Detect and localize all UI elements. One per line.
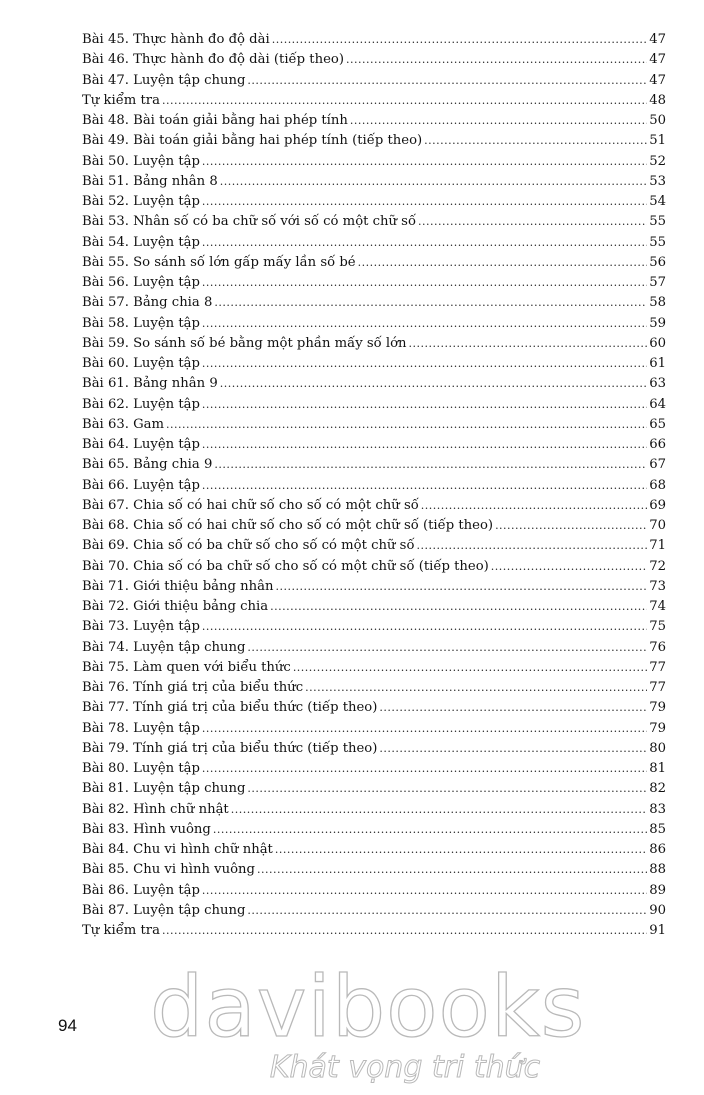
dot-leader <box>257 860 647 880</box>
dot-leader <box>166 415 647 435</box>
toc-entry-title: Bài 51. Bảng nhân 8 <box>82 173 218 189</box>
toc-entry-page: 65 <box>649 416 666 432</box>
toc-entry <box>82 800 666 820</box>
toc-entry <box>82 374 666 394</box>
toc-entry-page: 51 <box>649 133 666 149</box>
toc-entry-title: Bài 48. Bài toán giải bằng hai phép tính <box>82 113 348 128</box>
dot-leader <box>350 111 647 131</box>
dot-leader <box>231 800 647 820</box>
dot-leader <box>247 71 647 91</box>
toc-entry-title: Bài 79. Tính giá trị của biểu thức (tiếp theo) <box>82 740 378 756</box>
toc-entry-page: 56 <box>649 254 666 270</box>
toc-entry <box>82 577 666 597</box>
dot-leader <box>202 759 647 779</box>
toc-entry-page: 55 <box>649 214 666 230</box>
dot-leader <box>247 901 647 921</box>
table-of-contents <box>82 30 666 941</box>
toc-entry-title: Bài 61. Bảng nhân 9 <box>82 376 218 392</box>
toc-entry-page: 83 <box>649 801 666 817</box>
toc-entry-title: Bài 73. Luyện tập <box>82 619 200 635</box>
dot-leader <box>202 354 647 374</box>
toc-entry-title: Bài 63. Gam <box>82 416 165 432</box>
dot-leader <box>220 172 647 192</box>
toc-entry <box>82 152 666 172</box>
toc-entry <box>82 131 666 151</box>
toc-entry-page: 66 <box>649 437 666 452</box>
toc-entry-page: 52 <box>649 153 666 169</box>
dot-leader <box>162 91 647 111</box>
dot-leader <box>346 50 647 70</box>
toc-entry-title: Tự kiểm tra <box>82 92 160 108</box>
toc-entry-page: 48 <box>649 92 666 108</box>
toc-entry-page: 58 <box>649 295 666 311</box>
dot-leader <box>305 678 647 698</box>
toc-entry <box>82 172 666 192</box>
toc-entry-title: Bài 59. So sánh số bé bằng một phần mấy số lớn <box>82 335 407 351</box>
dot-leader <box>247 638 647 658</box>
toc-entry-page: 50 <box>649 113 666 128</box>
dot-leader <box>202 233 647 253</box>
toc-entry <box>82 395 666 415</box>
dot-leader <box>272 30 648 50</box>
toc-entry <box>82 881 666 901</box>
toc-entry-page: 79 <box>649 720 666 736</box>
toc-entry-title: Bài 81. Luyện tập chung <box>82 781 246 797</box>
toc-entry <box>82 658 666 678</box>
toc-entry-title: Bài 67. Chia số có hai chữ số cho số có một chữ số <box>82 497 419 513</box>
toc-entry-page: 47 <box>649 52 666 68</box>
toc-entry-title: Bài 53. Nhân số có ba chữ số với số có một chữ số <box>82 214 417 230</box>
dot-leader <box>202 719 647 739</box>
toc-entry <box>82 739 666 759</box>
toc-entry <box>82 455 666 475</box>
toc-entry-page: 64 <box>649 396 666 412</box>
toc-entry-page: 68 <box>649 477 666 493</box>
toc-entry-page: 76 <box>649 639 666 655</box>
toc-entry <box>82 719 666 739</box>
toc-entry-page: 47 <box>649 32 666 47</box>
toc-entry-page: 60 <box>649 335 666 351</box>
dot-leader <box>247 779 647 799</box>
toc-entry-page: 57 <box>649 275 666 290</box>
toc-entry-title: Bài 45. Thực hành đo độ dài <box>82 32 270 47</box>
dot-leader <box>424 131 647 151</box>
toc-entry-title: Bài 49. Bài toán giải bằng hai phép tính (tiếp theo) <box>82 133 423 149</box>
dot-leader <box>379 698 647 718</box>
dot-leader <box>379 739 647 759</box>
dot-leader <box>214 293 647 313</box>
toc-entry <box>82 334 666 354</box>
toc-entry-title: Bài 80. Luyện tập <box>82 761 200 776</box>
toc-entry <box>82 759 666 779</box>
dot-leader <box>202 476 647 496</box>
toc-entry <box>82 415 666 435</box>
toc-entry <box>82 273 666 293</box>
toc-entry <box>82 476 666 496</box>
toc-entry <box>82 111 666 131</box>
toc-entry-page: 75 <box>649 619 666 635</box>
toc-entry <box>82 91 666 111</box>
toc-entry <box>82 617 666 637</box>
dot-leader <box>293 658 647 678</box>
toc-entry-page: 77 <box>649 659 666 675</box>
dot-leader <box>202 881 647 901</box>
toc-entry <box>82 496 666 516</box>
toc-entry <box>82 314 666 334</box>
toc-entry-title: Bài 55. So sánh số lớn gấp mấy lần số bé <box>82 254 356 270</box>
toc-entry-page: 79 <box>649 700 666 716</box>
toc-entry-title: Bài 47. Luyện tập chung <box>82 72 246 88</box>
dot-leader <box>214 455 647 475</box>
dot-leader <box>276 577 648 597</box>
toc-entry-title: Bài 86. Luyện tập <box>82 882 200 898</box>
dot-leader <box>202 435 647 455</box>
dot-leader <box>202 617 647 637</box>
toc-entry-page: 70 <box>649 518 666 533</box>
page-number: 94 <box>58 1016 77 1035</box>
toc-entry <box>82 536 666 556</box>
dot-leader <box>270 597 647 617</box>
toc-entry <box>82 71 666 91</box>
watermark-brand: davibooks <box>150 958 586 1056</box>
toc-entry <box>82 678 666 698</box>
toc-entry-title: Bài 76. Tính giá trị của biểu thức <box>82 680 304 695</box>
toc-entry-title: Bài 50. Luyện tập <box>82 153 200 169</box>
toc-entry <box>82 597 666 617</box>
toc-entry-title: Bài 71. Giới thiệu bảng nhân <box>82 578 274 594</box>
toc-entry-title: Tự kiểm tra <box>82 923 160 938</box>
dot-leader <box>358 253 648 273</box>
toc-entry-page: 86 <box>649 842 666 857</box>
dot-leader <box>495 516 647 536</box>
dot-leader <box>275 840 647 860</box>
toc-entry-title: Bài 56. Luyện tập <box>82 275 200 290</box>
toc-entry-page: 59 <box>649 315 666 331</box>
toc-entry-page: 67 <box>649 457 666 473</box>
toc-entry-page: 89 <box>649 882 666 898</box>
toc-entry-page: 54 <box>649 194 666 209</box>
toc-entry <box>82 354 666 374</box>
toc-entry-title: Bài 70. Chia số có ba chữ số cho số có một chữ số (tiếp theo) <box>82 558 489 574</box>
dot-leader <box>202 152 647 172</box>
toc-entry <box>82 50 666 70</box>
toc-entry-page: 69 <box>649 497 666 513</box>
toc-entry <box>82 557 666 577</box>
toc-entry-title: Bài 75. Làm quen với biểu thức <box>82 659 291 675</box>
toc-entry <box>82 638 666 658</box>
toc-entry-page: 55 <box>649 234 666 250</box>
toc-entry-title: Bài 62. Luyện tập <box>82 396 200 412</box>
toc-entry <box>82 698 666 718</box>
toc-entry-title: Bài 69. Chia số có ba chữ số cho số có một chữ số <box>82 538 415 554</box>
toc-entry-title: Bài 52. Luyện tập <box>82 194 200 209</box>
toc-entry-title: Bài 72. Giới thiệu bảng chia <box>82 599 269 614</box>
dot-leader <box>418 212 647 232</box>
toc-entry-title: Bài 74. Luyện tập chung <box>82 639 246 655</box>
toc-entry-title: Bài 46. Thực hành đo độ dài (tiếp theo) <box>82 52 344 68</box>
dot-leader <box>202 192 647 212</box>
dot-leader <box>202 273 647 293</box>
dot-leader <box>220 374 647 394</box>
dot-leader <box>409 334 648 354</box>
toc-entry-title: Bài 57. Bảng chia 8 <box>82 295 213 311</box>
toc-entry-title: Bài 58. Luyện tập <box>82 315 200 331</box>
watermark-tagline: Khát vọng tri thức <box>269 1050 541 1085</box>
toc-entry <box>82 293 666 313</box>
toc-entry-title: Bài 54. Luyện tập <box>82 234 200 250</box>
dot-leader <box>202 395 647 415</box>
toc-entry-page: 81 <box>649 761 666 776</box>
toc-entry <box>82 30 666 50</box>
toc-entry-page: 85 <box>649 821 666 837</box>
toc-entry <box>82 253 666 273</box>
toc-entry-title: Bài 77. Tính giá trị của biểu thức (tiếp theo) <box>82 700 378 716</box>
toc-entry <box>82 820 666 840</box>
toc-entry-page: 90 <box>649 902 666 918</box>
toc-entry-page: 80 <box>649 740 666 756</box>
dot-leader <box>491 557 647 577</box>
dot-leader <box>421 496 647 516</box>
toc-entry-page: 88 <box>649 862 666 878</box>
toc-entry-title: Bài 83. Hình vuông <box>82 821 211 837</box>
toc-entry-page: 91 <box>649 923 666 938</box>
toc-entry-title: Bài 65. Bảng chia 9 <box>82 457 213 473</box>
toc-entry-page: 47 <box>649 72 666 88</box>
toc-entry <box>82 901 666 921</box>
toc-entry <box>82 435 666 455</box>
toc-entry-title: Bài 60. Luyện tập <box>82 356 200 371</box>
toc-entry <box>82 860 666 880</box>
toc-entry-page: 82 <box>649 781 666 797</box>
toc-entry-title: Bài 84. Chu vi hình chữ nhật <box>82 842 273 857</box>
toc-entry <box>82 192 666 212</box>
toc-entry-page: 72 <box>649 558 666 574</box>
dot-leader <box>213 820 647 840</box>
toc-entry-page: 71 <box>649 538 666 554</box>
dot-leader <box>162 921 647 941</box>
toc-entry-title: Bài 85. Chu vi hình vuông <box>82 862 255 878</box>
toc-entry <box>82 840 666 860</box>
toc-entry-page: 77 <box>649 680 666 695</box>
toc-entry-page: 53 <box>649 173 666 189</box>
toc-entry-title: Bài 64. Luyện tập <box>82 437 200 452</box>
dot-leader <box>202 314 647 334</box>
toc-entry <box>82 921 666 941</box>
toc-entry <box>82 233 666 253</box>
toc-entry-page: 63 <box>649 376 666 392</box>
toc-entry <box>82 212 666 232</box>
toc-entry-title: Bài 66. Luyện tập <box>82 477 200 493</box>
toc-entry-page: 61 <box>649 356 666 371</box>
toc-entry-page: 73 <box>649 578 666 594</box>
toc-entry-page: 74 <box>649 599 666 614</box>
toc-entry-title: Bài 78. Luyện tập <box>82 720 200 736</box>
toc-entry-title: Bài 82. Hình chữ nhật <box>82 801 229 817</box>
toc-entry-title: Bài 68. Chia số có hai chữ số cho số có một chữ số (tiếp theo) <box>82 518 494 533</box>
toc-entry <box>82 516 666 536</box>
toc-entry-title: Bài 87. Luyện tập chung <box>82 902 246 918</box>
toc-entry <box>82 779 666 799</box>
dot-leader <box>417 536 648 556</box>
